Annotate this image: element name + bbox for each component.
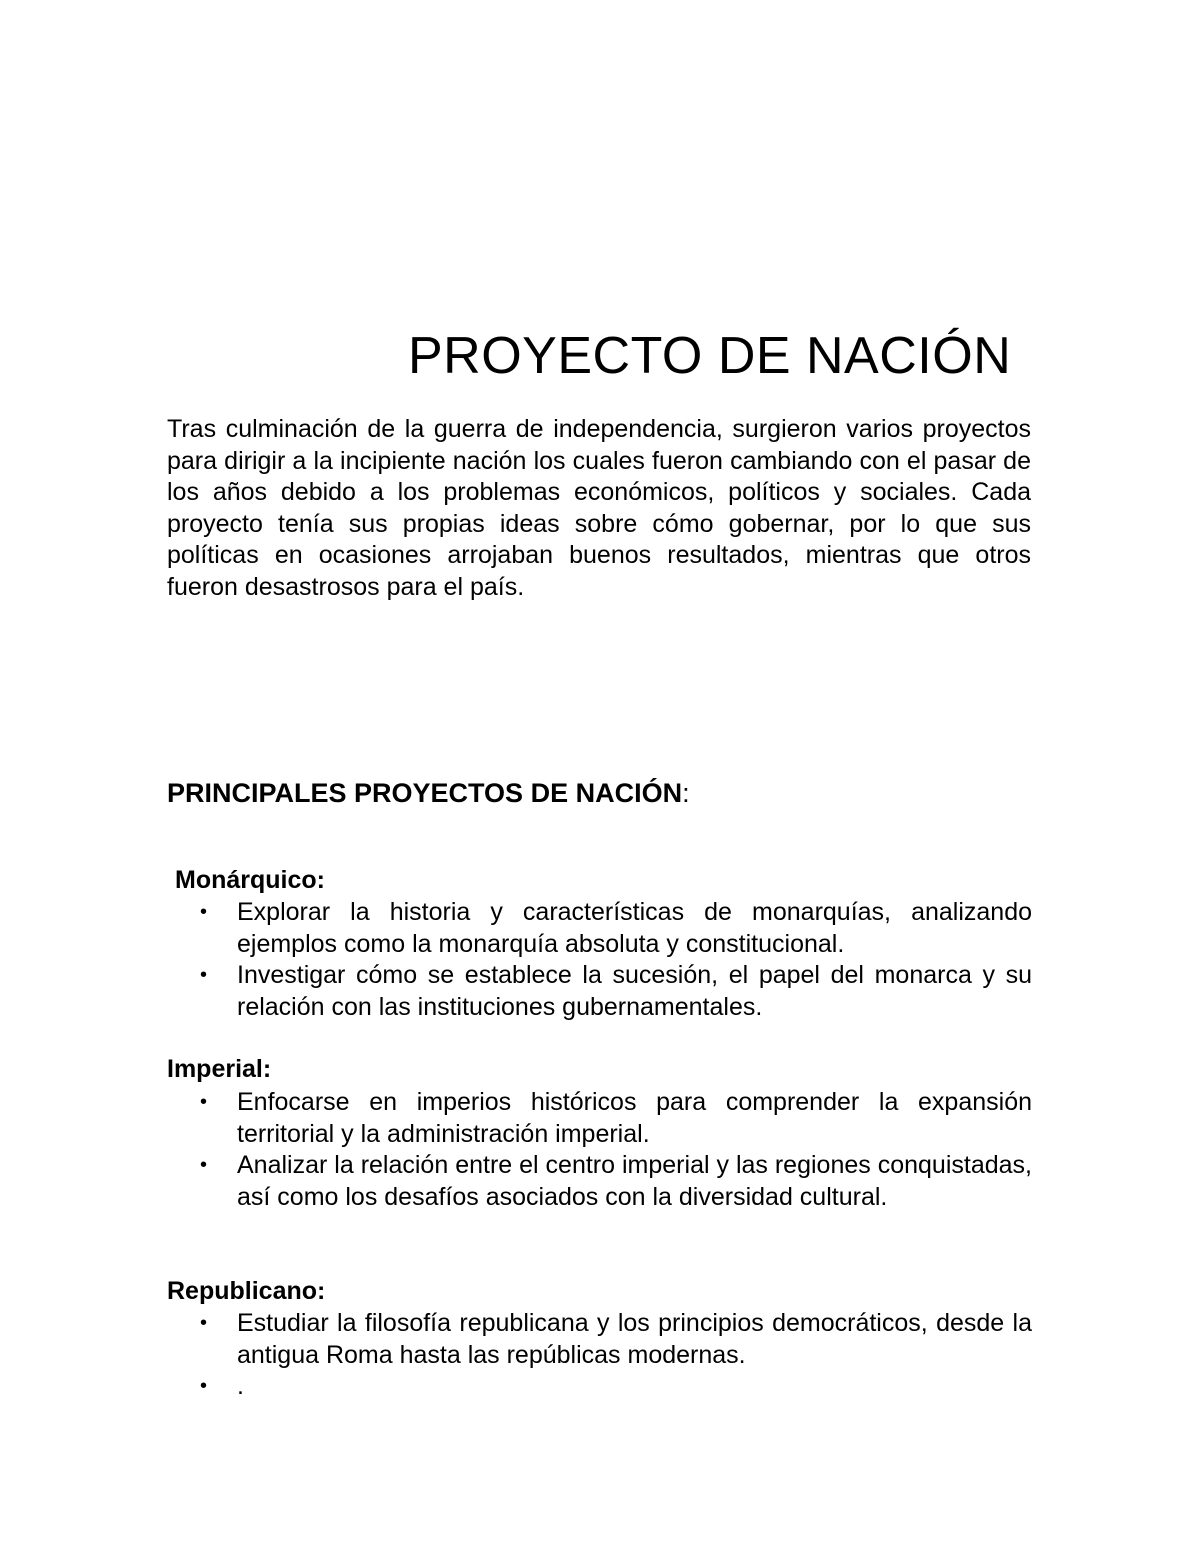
subhead-imperial: Imperial: (167, 1055, 272, 1083)
page-title: PROYECTO DE NACIÓN (408, 327, 1012, 385)
list-item (200, 1308, 1032, 1371)
bullet-icon: • (200, 901, 208, 923)
intro-paragraph: Tras culminación de la guerra de independencia, surgieron varios proyectos para dirigir a la incipiente nación los cuales fueron cambiando con el pasar de los años debido a los problemas económicos, políticos y sociales. Cada proyecto tenía sus propias ideas sobre cómo gobernar, por lo que sus políticas en ocasiones arrojaban buenos resultados, mientras que otros fueron desastrosos para el país. (167, 415, 1031, 601)
list-imperial (200, 1087, 1032, 1213)
list-item-text: . (237, 1372, 244, 1400)
list-item-text: Enfocarse en imperios históricos para comprender la expansión territorial y la administración imperial. (237, 1088, 1032, 1148)
section-heading-colon: : (682, 778, 690, 808)
list-item-text: Explorar la historia y características de monarquías, analizando ejemplos como la monarquía absoluta y constitucional. (237, 898, 1032, 958)
list-item (200, 1371, 1032, 1403)
section-heading-text: PRINCIPALES PROYECTOS DE NACIÓN (167, 778, 683, 808)
list-item-text: Investigar cómo se establece la sucesión, el papel del monarca y su relación con las instituciones gubernamentales. (237, 961, 1032, 1021)
list-item (200, 960, 1032, 1023)
list-item (200, 897, 1032, 960)
subhead-republicano: Republicano: (167, 1277, 326, 1305)
list-republicano (200, 1308, 1032, 1403)
list-item-text: Estudiar la filosofía republicana y los principios democráticos, desde la antigua Roma hasta las repúblicas modernas. (237, 1309, 1032, 1369)
bullet-icon: • (200, 1091, 208, 1113)
subhead-monarquico: Monárquico: (175, 866, 325, 894)
bullet-icon: • (200, 1154, 208, 1176)
list-item-text: Analizar la relación entre el centro imperial y las regiones conquistadas, así como los desafíos asociados con la diversidad cultural. (237, 1151, 1032, 1211)
list-monarquico (200, 897, 1032, 1023)
bullet-icon: • (200, 1375, 208, 1397)
list-item (200, 1150, 1032, 1213)
bullet-icon: • (200, 964, 208, 986)
bullet-icon: • (200, 1312, 208, 1334)
list-item (200, 1087, 1032, 1150)
section-heading (167, 778, 690, 809)
